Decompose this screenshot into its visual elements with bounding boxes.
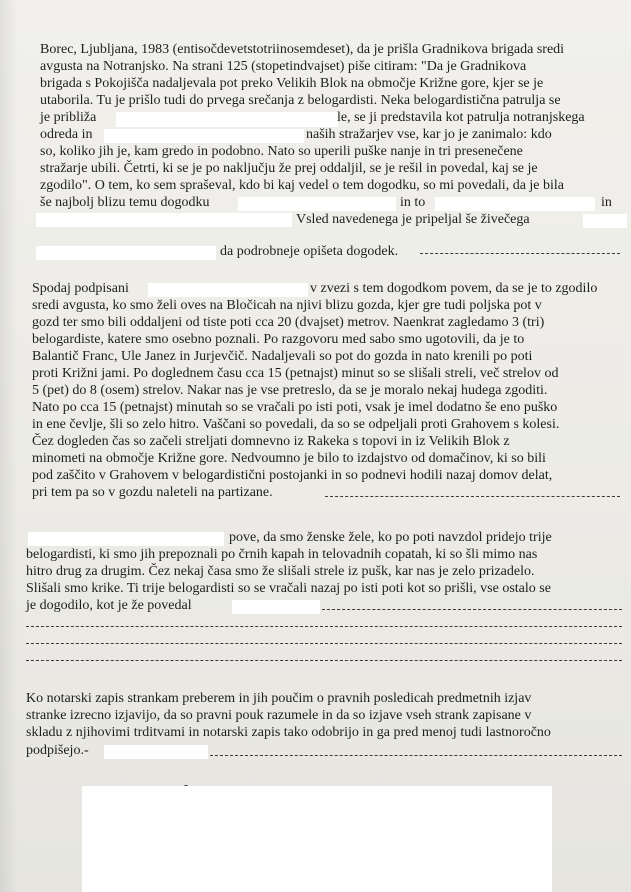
redaction-box bbox=[232, 600, 320, 614]
text-line: pod zaščito v Grahovem v belogardistični postojanki in so podnevi hodili nazaj domov delat, bbox=[32, 468, 553, 483]
redaction-box bbox=[36, 246, 216, 260]
text-line: belogardiste, katere smo osebno poznali. Po razgovoru med sabo smo ugotovili, da je to bbox=[32, 332, 525, 347]
text-line: in bbox=[601, 195, 612, 210]
text-line: Ko notarski zapis strankam preberem in jih poučim o pravnih posledicah predmetnih izjav bbox=[26, 691, 532, 706]
text-line: Čez dogleden čas so začeli streljati domnevno iz Rakeka s topovi in iz Velikih Blok z bbox=[32, 434, 510, 449]
fill-dashes bbox=[26, 660, 622, 661]
text-line: so, koliko jih je, kam gredo in podobno. Nato so uperili puške nanje in tri presenečene bbox=[40, 144, 523, 159]
text-line: Balantič Franc, Ule Janez in Jurjevčič. Nadaljevali so pot do gozda in nato krenili po poti bbox=[32, 349, 533, 364]
redaction-box bbox=[435, 197, 595, 211]
text-line: Slišali smo krike. Ti trije belogardisti so se vračali nazaj po isti poti kot so prišli, vse ostalo se bbox=[26, 581, 551, 596]
text-line: podpišejo.- bbox=[26, 743, 89, 758]
text-line: utaborila. Tu je prišlo tudi do prvega srečanja z belogardisti. Neka belogardistična patrulja se bbox=[40, 93, 561, 108]
text-line: le, se ji predstavila kot patrulja notranjskega bbox=[337, 110, 585, 125]
text-line: Borec, Ljubljana, 1983 (entisočdevetstotriinosemdeset), da je prišla Gradnikova brigada sredi bbox=[40, 42, 565, 57]
text-line: in ene čevlje, šli so zelo hitro. Vaščani so povedali, da so se odpeljali proti Grahovem s kolesi. bbox=[32, 417, 560, 432]
text-line: Nato po cca 15 (petnajst) minutah so se vračali po isti poti, vsak je imel dodatno še eno puško bbox=[32, 400, 558, 415]
text-line: Spodaj podpisani bbox=[32, 281, 129, 296]
text-line: še najbolj blizu temu dogodku bbox=[40, 195, 210, 210]
text-line: 5 (pet) do 8 (osem) strelov. Nakar nas je vse pretreslo, da se je moralo nekaj hudega zgoditi. bbox=[32, 383, 548, 398]
fill-dashes bbox=[325, 496, 620, 497]
text-line: pri tem pa so v gozdu naleteli na partizane. bbox=[32, 485, 273, 500]
redaction-box bbox=[238, 197, 396, 211]
redaction-box bbox=[583, 214, 627, 228]
text-line: gozd ter smo bili oddaljeni od tiste poti cca 20 (dvajset) metrov. Naenkrat zagledamo 3 (tri) bbox=[32, 315, 545, 330]
redaction-box bbox=[148, 283, 308, 297]
text-line: v zvezi s tem dogodkom povem, da se je to zgodilo bbox=[310, 281, 598, 296]
text-line: hitro drug za drugim. Čez nekaj časa smo že slišali strele iz pušk, kar nas je zelo prizadelo. bbox=[26, 564, 535, 579]
text-line: in to bbox=[400, 195, 426, 210]
text-line: minometi na območje Križne gore. Nedvoumno je bilo to izdajstvo od domačinov, ki so bili bbox=[32, 451, 546, 466]
redaction-box bbox=[104, 129, 304, 143]
text-line: zgodilo". O tem, ko sem spraševal, kdo bi kaj vedel o tem dogodku, so mi povedali, da je bila bbox=[40, 178, 565, 193]
text-line: skladu z njihovimi trditvami in notarski zapis tako odobrijo in ga pred menoj tudi lastnoročno bbox=[26, 725, 551, 740]
redaction-box bbox=[82, 786, 552, 892]
fill-dashes bbox=[322, 609, 622, 610]
text-line: sredi avgusta, ko smo želi oves na Bločicah na njivi blizu gozda, kjer gre tudi poljska pot v bbox=[32, 298, 542, 313]
text-line: je približa bbox=[40, 110, 97, 125]
fill-dashes bbox=[26, 626, 622, 627]
redaction-box bbox=[116, 112, 338, 127]
text-line: stranke izrecno izjavijo, da so pravni pouk razumele in da so izjave vseh strank zapisane v bbox=[26, 708, 532, 723]
text-line: odreda in bbox=[40, 127, 93, 142]
redaction-box bbox=[36, 213, 292, 227]
fill-dashes bbox=[26, 643, 622, 644]
text-line: Vsled navedenega je pripeljal še živečega bbox=[296, 212, 530, 227]
text-line: proti Križni jami. Po doglednem času cca 15 (petnajst) minut so se slišali streli, več strelov od bbox=[32, 366, 559, 381]
redaction-box bbox=[104, 745, 208, 759]
text-line: belogardisti, ki smo jih prepoznali po črnih kapah in telovadnih copatah, ki so šli mimo nas bbox=[26, 547, 538, 562]
text-line: avgusta na Notranjsko. Na strani 125 (stopetindvajset) piše citiram: "Da je Gradnikova bbox=[40, 59, 527, 74]
fill-dashes bbox=[210, 755, 622, 756]
text-line: naših stražarjev vse, kar jo je zanimalo: kdo bbox=[306, 127, 552, 142]
page-shadow bbox=[0, 0, 18, 892]
text-line: pove, da smo ženske žele, ko po poti navzdol pridejo trije bbox=[229, 530, 552, 545]
fill-dashes bbox=[420, 253, 620, 254]
text-line: brigada s Pokojišča nadaljevala pot preko Velikih Blok na območje Križne gore, kjer se je bbox=[40, 76, 544, 91]
text-line: da podrobneje opišeta dogodek. bbox=[220, 244, 399, 259]
text-line: je dogodilo, kot je že povedal bbox=[26, 598, 192, 613]
text-line: stražarje ubili. Četrti, ki se je po naključju že prej oddaljil, se je rešil in povedal, kaj se je bbox=[40, 161, 538, 176]
redaction-box bbox=[28, 532, 224, 546]
